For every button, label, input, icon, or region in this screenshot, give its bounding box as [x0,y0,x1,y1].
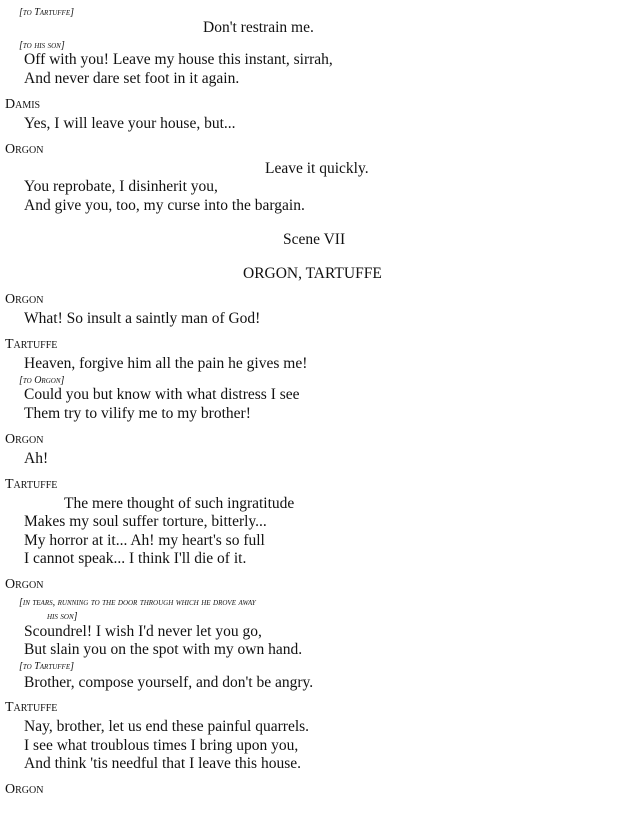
stage-direction: [to his son] [19,40,65,51]
verse-line: I cannot speak... I think I'll die of it. [24,550,247,567]
verse-line: Them try to vilify me to my brother! [24,405,251,422]
verse-line: And think 'tis needful that I leave this house. [24,755,302,772]
verse-line: Makes my soul suffer torture, bitterly... [24,513,267,530]
verse-line: Ah! [24,450,49,467]
scene-cast: ORGON, TARTUFFE [243,265,382,282]
verse-line: Don't restrain me. [203,19,314,36]
scene-title: Scene VII [283,231,346,248]
verse-line: Could you but know with what distress I see [24,386,300,403]
verse-line: What! So insult a saintly man of God! [24,310,261,327]
stage-direction: [to Orgon] [19,375,65,386]
speaker-name: Tartuffe [5,477,58,492]
verse-line: My horror at it... Ah! my heart's so full [24,532,265,549]
speaker-name: Orgon [5,292,44,307]
verse-line: You reprobate, I disinherit you, [24,178,218,195]
verse-line: Heaven, forgive him all the pain he gives me! [24,355,308,372]
verse-line: Yes, I will leave your house, but... [24,115,236,132]
verse-line: Nay, brother, let us end these painful quarrels. [24,718,310,735]
verse-line: Scoundrel! I wish I'd never let you go, [24,623,262,640]
stage-direction: [to Tartuffe] [19,661,74,672]
verse-line: I see what troublous times I bring upon you, [24,737,299,754]
speaker-name: Orgon [5,782,44,797]
verse-line: But slain you on the spot with my own hand. [24,641,303,658]
speaker-name: Tartuffe [5,337,58,352]
speaker-name: Orgon [5,142,44,157]
speaker-name: Orgon [5,432,44,447]
stage-direction: [to Tartuffe] [19,7,74,18]
speaker-name: Tartuffe [5,700,58,715]
speaker-name: Orgon [5,577,44,592]
verse-line: And never dare set foot in it again. [24,70,240,87]
verse-line: Leave it quickly. [265,160,369,177]
verse-line: The mere thought of such ingratitude [64,495,295,512]
stage-direction: [in tears, running to the door through which he drove away [19,597,256,608]
verse-line: And give you, too, my curse into the bargain. [24,197,305,214]
verse-line: Off with you! Leave my house this instant, sirrah, [24,51,333,68]
verse-line: Brother, compose yourself, and don't be angry. [24,674,314,691]
stage-direction: his son] [47,611,78,622]
speaker-name: Damis [5,97,41,112]
